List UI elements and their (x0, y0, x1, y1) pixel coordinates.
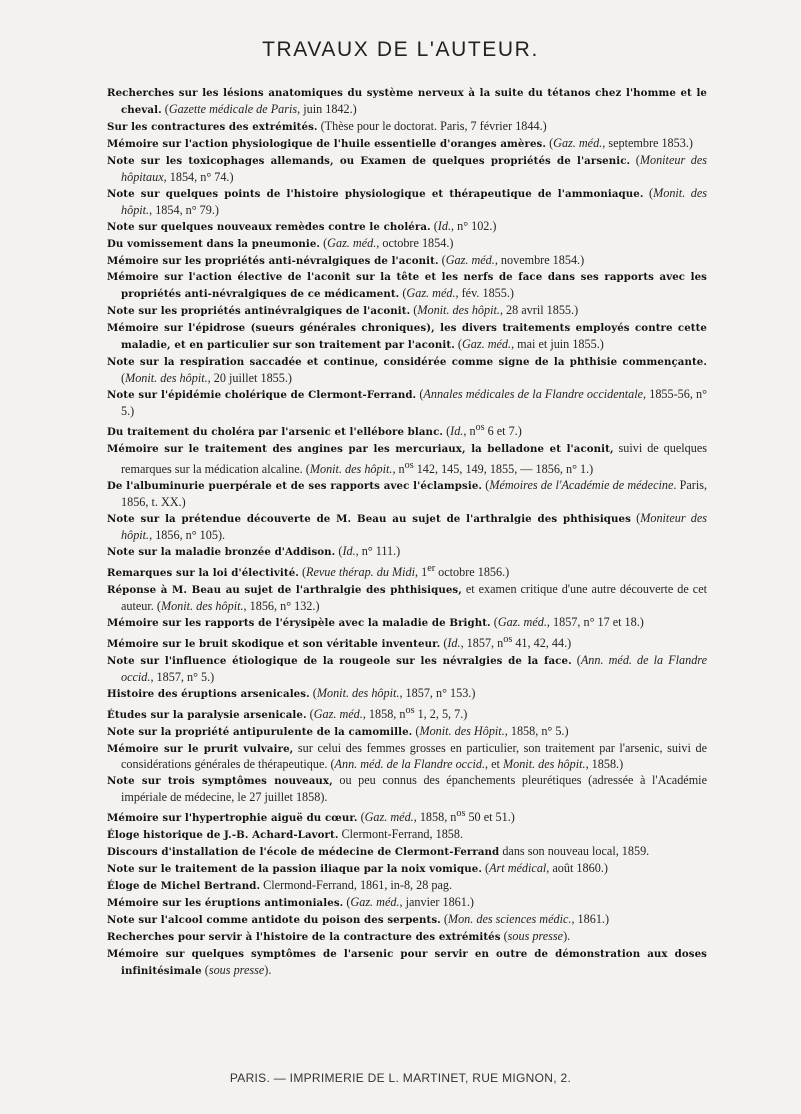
bibliography-entry (107, 582, 707, 615)
entry-text: ( (438, 252, 446, 267)
entry-text: octobre 1856.) (435, 564, 510, 579)
entry-source: Gaz. méd. (553, 135, 603, 150)
entry-text: ( (571, 652, 581, 667)
entry-superscript: os (475, 422, 485, 434)
entry-text: ( (410, 303, 418, 318)
entry-source: Mon. des sciences médic. (447, 912, 572, 927)
bibliography-entry (107, 153, 707, 186)
bibliography-list (107, 85, 707, 980)
entry-text: , 28 avril 1855.) (499, 303, 579, 318)
entry-title: Mémoire sur l'épidrose (sueurs générales chroniques), les divers traitements employés contre cette maladie, et en particulier sur son traitement par l'aconit. (107, 322, 707, 352)
entry-text: , juin 1842.) (297, 101, 357, 116)
entry-source: Monit. des hôpit. (121, 185, 707, 217)
bibliography-entry (107, 827, 707, 844)
entry-title: Note sur trois symptômes nouveaux, (107, 775, 333, 788)
entry-text: ( (440, 912, 448, 927)
entry-superscript: os (456, 808, 466, 820)
entry-text: ( (430, 218, 438, 233)
entry-text: ). (563, 929, 571, 944)
entry-text: , 1856, n° 132.) (243, 598, 320, 613)
bibliography-entry (107, 861, 707, 878)
entry-text: 50 et 51.) (465, 810, 515, 825)
entry-text: ( (343, 895, 351, 910)
entry-title: Note sur quelques nouveaux remèdes contre le choléra. (107, 220, 431, 233)
entry-text: , 1858, n (413, 810, 457, 825)
entry-source: Id. (437, 218, 451, 233)
bibliography-entry (107, 303, 707, 320)
entry-text: , 1858, n° 5.) (504, 723, 569, 738)
entry-title: Note sur la respiration saccadée et continue, considérée comme signe de la phthisie commençante. (107, 356, 707, 369)
entry-text: , 1858, n (362, 706, 406, 721)
entry-text: ( (357, 810, 365, 825)
entry-title: Mémoire sur le prurit vulvaire, (107, 742, 294, 755)
entry-source: Gazette médicale de Paris (168, 101, 298, 116)
entry-title: Mémoire sur les rapports de l'érysipèle avec la maladie de Bright. (107, 616, 491, 629)
bibliography-entry (107, 895, 707, 912)
entry-source: Monit. des hôpit. (125, 371, 208, 386)
entry-text: ( (399, 286, 407, 301)
entry-source: Monit. des hôpit. (160, 598, 244, 613)
entry-title: Note sur la propriété antipurulente de la camomille. (107, 725, 413, 738)
entry-source: Monit. des Hôpit. (419, 723, 505, 738)
entry-title: Note sur la prétendue découverte de M. Beau au sujet de l'arthralgie des phthisiques (107, 512, 631, 525)
bibliography-entry (107, 878, 707, 895)
entry-source: Mémoires de l'Académie de médecine (489, 478, 674, 493)
entry-source: Gaz. méd. (461, 337, 512, 352)
entry-text: ( (412, 723, 420, 738)
entry-text: ( (440, 635, 448, 650)
entry-text: ( (490, 614, 498, 629)
bibliography-entry (107, 615, 707, 632)
entry-text: , 1 (415, 564, 428, 579)
entry-text: 1, 2, 5, 7.) (414, 706, 468, 721)
entry-text: 142, 145, 149, 1855, — 1856, n° 1.) (413, 462, 594, 477)
entry-text: suivi de quelques remarques sur la médication alcaline. ( (121, 441, 707, 477)
bibliography-entry (107, 320, 707, 354)
bibliography-entry (107, 741, 707, 774)
bibliography-entry (107, 387, 707, 420)
bibliography-entry (107, 253, 707, 270)
entry-text: ( (309, 685, 317, 700)
entry-source: Annales médicales de la Flandre occidentale (423, 387, 644, 402)
entry-source: sous presse (507, 929, 564, 944)
entry-source: Gaz. méd. (497, 614, 547, 629)
bibliography-entry (107, 806, 707, 827)
entry-title: Réponse à M. Beau au sujet de l'arthralgie des phthisiques, (107, 583, 462, 596)
entry-title: Recherches sur les lésions anatomiques du système nerveux à la suite du tétanos chez l'homme et le cheval. (107, 87, 707, 116)
entry-source: Gaz. méd. (364, 810, 414, 825)
entry-source: Ann. méd. de la Flandre occid. (121, 652, 708, 684)
entry-source: Id. (447, 635, 461, 650)
entry-text: Clermond-Ferrand, 1861, in-8, 28 pag. (260, 878, 453, 893)
entry-text: , 1857, n° 153.) (399, 685, 476, 700)
bibliography-entry (107, 85, 707, 119)
printer-imprint: PARIS. — IMPRIMERIE DE L. MARTINET, RUE MIGNON, 2. (229, 1071, 572, 1085)
entry-source: Art médical (489, 861, 547, 876)
entry-title: Mémoire sur l'hypertrophie aiguë du cœur. (107, 812, 358, 825)
bibliography-entry (107, 478, 707, 511)
entry-title: Mémoire sur le bruit skodique et son véritable inventeur. (107, 637, 441, 650)
entry-text: ( (298, 564, 307, 579)
entry-title: Note sur le traitement de la passion iliaque par la noix vomique. (107, 863, 482, 876)
entry-text: ( (416, 387, 424, 402)
entry-text: dans son nouveau local, 1859. (499, 844, 650, 859)
entry-text: , n° 111.) (355, 543, 401, 558)
entry-text: , 1857, n (460, 635, 504, 650)
entry-source: Id. (342, 543, 356, 558)
entry-source: Moniteur des hôpit. (121, 510, 707, 542)
entry-text: ( (335, 543, 343, 558)
entry-text: , octobre 1854.) (376, 235, 454, 250)
entry-title: Recherches pour servir à l'histoire de la contracture des extrémités (107, 931, 501, 944)
entry-text: , 1854, n° 79.) (149, 202, 219, 217)
entry-text: 6 et 7.) (484, 424, 522, 439)
entry-text: , 1861.) (571, 912, 610, 927)
bibliography-entry (107, 119, 707, 136)
entry-source: Gaz. méd. (445, 252, 495, 267)
entry-title: Note sur l'alcool comme antidote du poison des serpents. (107, 914, 441, 927)
entry-title: Mémoire sur l'action physiologique de l'huile essentielle d'oranges amères. (107, 137, 547, 150)
bibliography-entry (107, 219, 707, 236)
entry-source: Id. (450, 424, 464, 439)
entry-text: , 1855-56, n° 5.) (121, 387, 707, 419)
bibliography-entry (107, 929, 707, 946)
entry-text: ( (201, 962, 209, 977)
entry-text: , janvier 1861.) (399, 895, 474, 910)
entry-text: , 1858.) (585, 757, 624, 772)
entry-source: Ann. méd. de la Flandre occid. (334, 757, 486, 772)
entry-title: Études sur la paralysie arsenicale. (107, 708, 307, 721)
entry-text: (Thèse pour le doctorat. Paris, 7 février 1844.) (317, 118, 547, 133)
entry-source: Monit. des hôpit. (502, 757, 586, 772)
entry-title: Du traitement du choléra par l'arsenic et l'ellébore blanc. (107, 426, 444, 439)
bibliography-entry (107, 511, 707, 544)
entry-source: Revue thérap. du Midi (306, 564, 416, 579)
entry-title: Éloge de Michel Bertrand. (107, 880, 261, 893)
entry-title: Remarques sur la loi d'électivité. (107, 566, 299, 579)
entry-source: Monit. des hôpit. (417, 303, 500, 318)
entry-text: 41, 42, 44.) (512, 635, 572, 650)
entry-source: Gaz. méd. (313, 706, 363, 721)
bibliography-entry (107, 269, 707, 303)
entry-title: Note sur l'épidémie cholérique de Clermont-Ferrand. (107, 389, 417, 402)
entry-source: Gaz. méd. (350, 895, 400, 910)
entry-title: Discours d'installation de l'école de médecine de Clermont-Ferrand (107, 846, 500, 859)
entry-title: Note sur les propriétés antinévralgiques de l'aconit. (107, 305, 411, 318)
bibliography-entry (107, 186, 707, 219)
entry-text: Clermont-Ferrand, 1858. (338, 827, 464, 842)
entry-text: ( (454, 337, 462, 352)
entry-text: ( (161, 101, 169, 116)
entry-text: ( (630, 152, 640, 167)
entry-text: et examen critique d'une autre découverte de cet auteur. ( (121, 581, 707, 613)
entry-text: ( (500, 929, 508, 944)
entry-text: ou peu connus des épanchements pleurétiques (adressée à l'Académie impériale de médecine, le 27 juillet 1858). (121, 773, 707, 805)
page-title: TRAVAUX DE L'AUTEUR. (262, 38, 539, 61)
entry-text: , 1856, n° 105). (149, 527, 226, 542)
bibliography-entry (107, 946, 707, 980)
bibliography-entry (107, 354, 707, 387)
entry-text: , 20 juillet 1855.) (207, 371, 292, 386)
entry-superscript: os (405, 704, 415, 716)
entry-text: sur celui des femmes grosses en particulier, son traitement par l'arsenic, suivi de considérations générales de thérapeutique. ( (121, 740, 707, 772)
entry-text: , mai et juin 1855.) (511, 337, 604, 352)
bibliography-entry (107, 561, 707, 582)
entry-title: Histoire des éruptions arsenicales. (107, 687, 310, 700)
entry-text: , n° 102.) (451, 218, 497, 233)
entry-text: ( (121, 371, 126, 386)
entry-title: Mémoire sur les propriétés anti-névralgiques de l'aconit. (107, 254, 439, 267)
entry-text: , fév. 1855.) (455, 286, 514, 301)
bibliography-entry (107, 912, 707, 929)
entry-text: ( (306, 706, 314, 721)
bibliography-entry (107, 236, 707, 253)
bibliography-entry (107, 686, 707, 703)
bibliography-entry (107, 703, 707, 724)
entry-text: , août 1860.) (546, 861, 608, 876)
entry-text: ( (630, 510, 641, 525)
entry-text: ( (443, 424, 451, 439)
entry-superscript: os (503, 633, 513, 645)
entry-text: , n (392, 462, 405, 477)
entry-text: ( (546, 135, 554, 150)
entry-source: Monit. des hôpit. (316, 685, 400, 700)
entry-text: , septembre 1853.) (602, 135, 693, 150)
entry-title: Du vomissement dans la pneumonie. (107, 237, 321, 250)
bibliography-entry (107, 544, 707, 561)
entry-text: , 1857, n° 17 et 18.) (546, 614, 644, 629)
entry-source: Gaz. méd. (327, 235, 377, 250)
entry-title: Mémoire sur quelques symptômes de l'arsenic pour servir en outre de démonstration aux doses infinitésimale (107, 948, 707, 977)
entry-title: Mémoire sur l'action élective de l'aconit sur la tête et les nerfs de face dans ses rapports avec les propriétés anti-névralgiques de ce médicament. (107, 271, 707, 301)
entry-superscript: er (427, 562, 436, 574)
bibliography-entry (107, 773, 707, 806)
entry-superscript: os (404, 460, 414, 472)
entry-text: , et (485, 757, 503, 772)
entry-title: Mémoire sur les éruptions antimoniales. (107, 897, 344, 910)
bibliography-entry (107, 653, 707, 686)
entry-source: Monit. des hôpit. (309, 462, 393, 477)
entry-text: , novembre 1854.) (494, 252, 585, 267)
entry-title: Note sur l'influence étiologique de la rougeole sur les névralgies de la face. (107, 654, 572, 667)
bibliography-entry (107, 724, 707, 741)
entry-text: ). (264, 962, 272, 977)
entry-text: ( (481, 861, 490, 876)
entry-text: , 1857, n° 5.) (150, 669, 215, 684)
entry-text: 1854, n° 74.) (166, 169, 234, 184)
entry-text: ( (320, 235, 328, 250)
entry-title: De l'albuminurie puerpérale et de ses rapports avec l'éclampsie. (107, 480, 483, 493)
entry-text: . Paris, 1856, t. XX.) (121, 478, 708, 509)
entry-title: Mémoire sur le traitement des angines par les mercuriaux, la belladone et l'aconit, (107, 443, 614, 456)
entry-text: ( (643, 185, 654, 200)
entry-title: Sur les contractures des extrémités. (107, 120, 318, 133)
entry-title: Note sur la maladie bronzée d'Addison. (107, 545, 336, 558)
bibliography-entry (107, 441, 707, 478)
entry-text: ( (482, 478, 490, 493)
entry-title: Éloge historique de J.-B. Achard-Lavort. (107, 829, 339, 842)
entry-source: sous presse (208, 962, 265, 977)
bibliography-entry (107, 420, 707, 441)
entry-title: Note sur quelques points de l'histoire physiologique et thérapeutique de l'ammoniaque. (107, 187, 644, 200)
entry-title: Note sur les toxicophages allemands, ou Examen de quelques propriétés de l'arsenic. (107, 154, 631, 167)
bibliography-entry (107, 632, 707, 653)
entry-text: , n (463, 424, 476, 439)
bibliography-entry (107, 844, 707, 861)
entry-source: Gaz. méd. (406, 286, 456, 301)
entry-source: Moniteur des hôpitaux, (121, 152, 707, 184)
bibliography-entry (107, 136, 707, 153)
